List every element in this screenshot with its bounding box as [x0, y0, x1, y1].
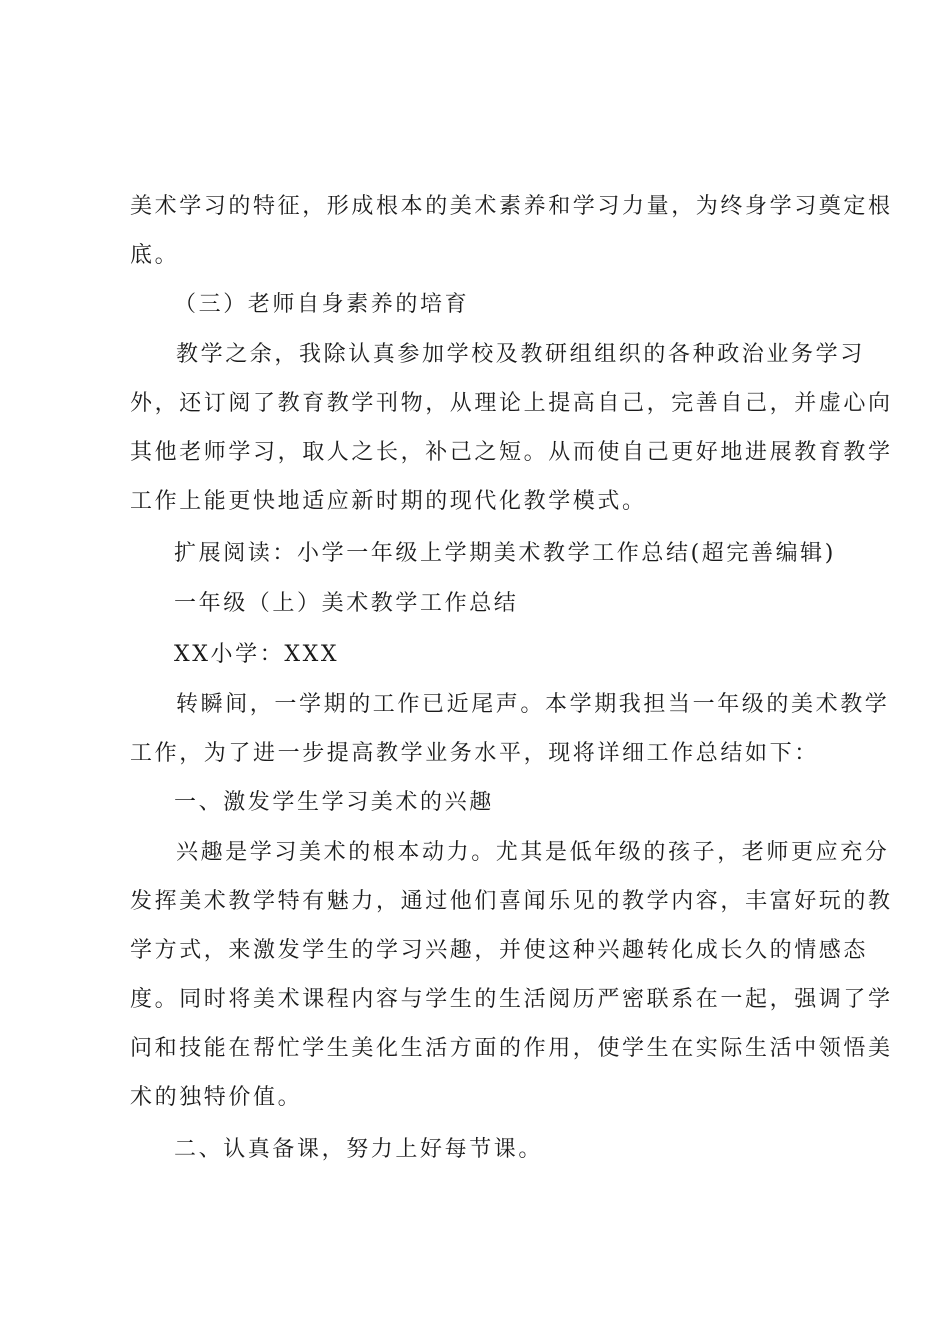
title-text: 一年级（上）美术教学工作总结: [174, 591, 519, 616]
paragraph-self-improvement: [130, 330, 893, 526]
document-title: [174, 579, 874, 628]
section-heading-3: [174, 280, 874, 329]
text-line: 学方式，来激发学生的学习兴趣，并使这种兴趣转化成长久的情感态: [130, 938, 869, 963]
text-line: 其他老师学习，取人之长，补己之短。从而使自己更好地进展教育教学: [130, 440, 893, 465]
text-line: 美术学习的特征，形成根本的美术素养和学习力量，为终身学习奠定根: [130, 194, 893, 219]
paragraph-interest: [130, 828, 893, 1122]
author-text: XX小学：XXX: [174, 642, 340, 667]
extended-reading-text: 扩展阅读：小学一年级上学期美术教学工作总结(超完善编辑): [174, 541, 836, 566]
text-line: 底。: [130, 243, 180, 268]
extended-reading-line: [174, 529, 874, 578]
paragraph-continuation: [130, 182, 893, 280]
heading-text: 二、认真备课，努力上好每节课。: [174, 1137, 544, 1162]
paragraph-intro: [130, 680, 890, 778]
text-line: 兴趣是学习美术的根本动力。尤其是低年级的孩子，老师更应充分: [176, 840, 890, 865]
text-line: 发挥美术教学特有魅力，通过他们喜闻乐见的教学内容，丰富好玩的教: [130, 889, 893, 914]
section-heading-1: [174, 778, 874, 827]
text-line: 工作上能更快地适应新时期的现代化教学模式。: [130, 489, 647, 514]
heading-text: 一、激发学生学习美术的兴趣: [174, 790, 494, 815]
section-heading-2: [174, 1125, 874, 1174]
text-line: 度。同时将美术课程内容与学生的生活阅历严密联系在一起，强调了学: [130, 987, 893, 1012]
heading-text: （三）老师自身素养的培育: [174, 292, 470, 317]
text-line: 术的独特价值。: [130, 1085, 303, 1110]
text-line: 外，还订阅了教育教学刊物，从理论上提高自己，完善自己，并虚心向: [130, 391, 893, 416]
text-line: 工作，为了进一步提高教学业务水平，现将详细工作总结如下：: [130, 741, 819, 766]
text-line: 教学之余，我除认真参加学校及教研组组织的各种政治业务学习: [176, 342, 865, 367]
text-line: 转瞬间，一学期的工作已近尾声。本学期我担当一年级的美术教学: [176, 692, 890, 717]
author-line: [174, 630, 874, 679]
text-line: 问和技能在帮忙学生美化生活方面的作用，使学生在实际生活中领悟美: [130, 1036, 893, 1061]
